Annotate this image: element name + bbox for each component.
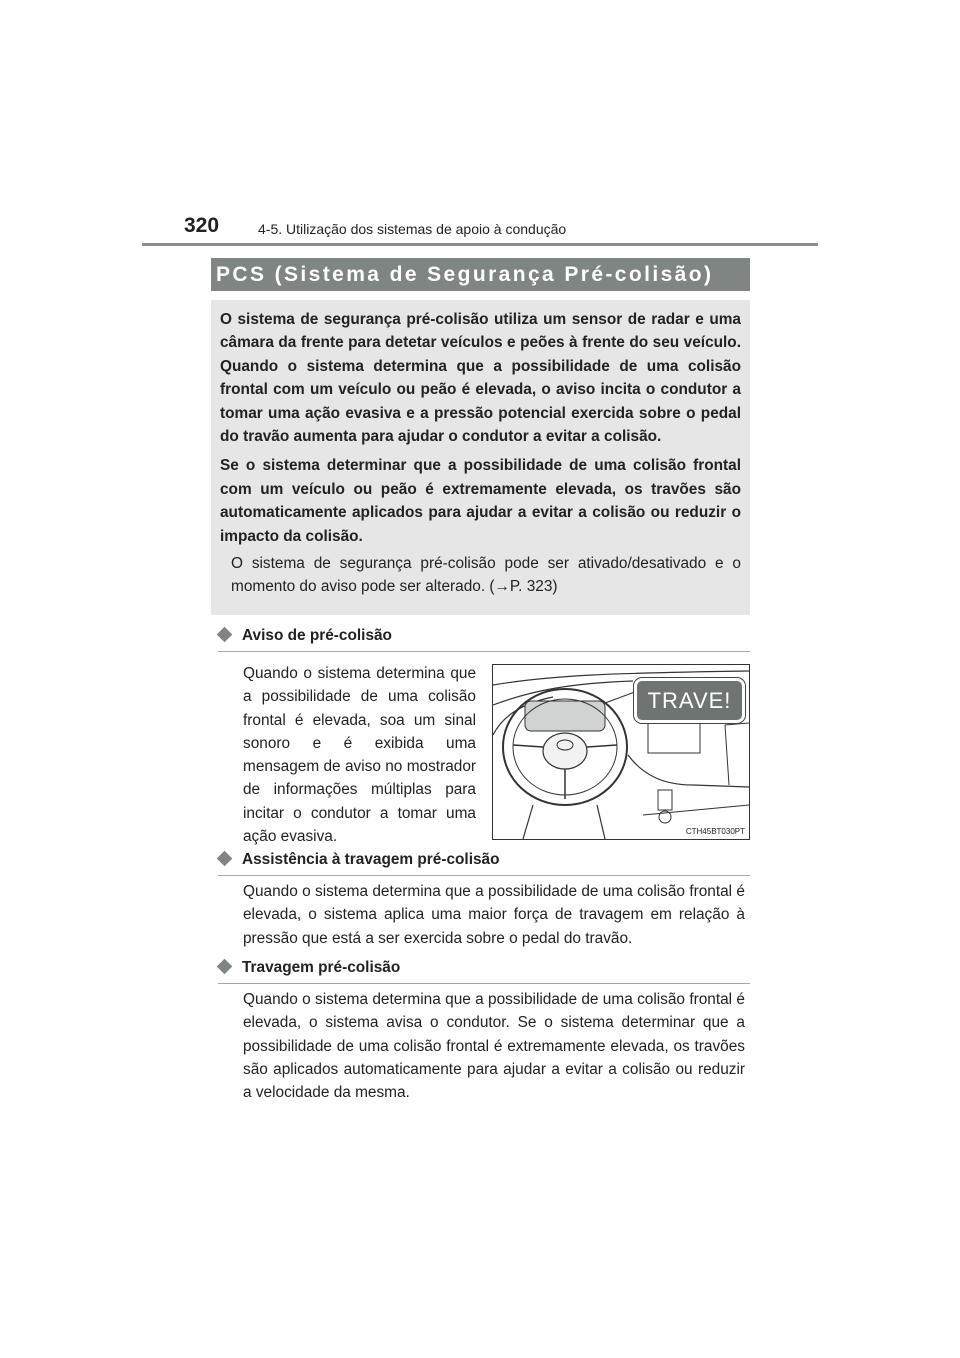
- breadcrumb: 4-5. Utilização dos sistemas de apoio à condução: [258, 221, 567, 237]
- section-heading-aviso: [218, 627, 750, 652]
- section-heading-assistencia: [218, 851, 750, 876]
- page-title: PCS (Sistema de Segurança Pré-colisão): [211, 258, 750, 291]
- section-heading-travagem: [218, 959, 750, 984]
- intro-paragraph-1: O sistema de segurança pré-colisão utiliza um sensor de radar e uma câmara da frente para detetar veículos e peões à frente do seu veículo. Quando o sistema determina que a possibilidade de uma colisão frontal com um veículo ou peão é elevada, o aviso incita o condutor a tomar uma ação evasiva e a pressão potencial exercida sobre o pedal do travão aumenta para ajudar o condutor a evitar a colisão.: [220, 311, 741, 446]
- warning-callout: TRAVE!: [634, 678, 745, 723]
- dashboard-illustration: [492, 664, 750, 840]
- page-number: 320: [184, 214, 220, 237]
- section-text-assistencia: Quando o sistema determina que a possibilidade de uma colisão frontal é elevada, o sistema aplica uma maior força de travagem em relação à pressão que está a ser exercida sobre o pedal do travão.: [243, 883, 745, 947]
- intro-paragraph-2: Se o sistema determinar que a possibilidade de uma colisão frontal com um veículo ou peão é extremamente elevada, os travões são automaticamente aplicados para ajudar a evitar a colisão ou reduzir o impacto da colisão.: [220, 457, 741, 545]
- section-heading-label: Assistência à travagem pré-colisão: [242, 851, 500, 868]
- section-text-aviso: Quando o sistema determina que a possibilidade de uma colisão frontal é elevada, soa um sinal sonoro e é exibida uma mensagem de aviso no mostrador de informações múltiplas para incitar o condutor a tomar uma ação evasiva.: [243, 665, 476, 846]
- section-heading-label: Travagem pré-colisão: [242, 959, 401, 976]
- intro-note: O sistema de segurança pré-colisão pode ser ativado/desativado e o momento do aviso pode ser alterado. (→P. 323): [231, 555, 741, 596]
- header-divider: [142, 243, 818, 246]
- section-heading-label: Aviso de pré-colisão: [242, 627, 392, 644]
- diamond-bullet-icon: [217, 851, 233, 867]
- figure-caption: CTH45BT030PT: [685, 827, 745, 836]
- intro-box: [211, 300, 750, 615]
- section-text-travagem: Quando o sistema determina que a possibilidade de uma colisão frontal é elevada, o sistema avisa o condutor. Se o sistema determinar que a possibilidade de uma colisão frontal é extremamente elevada, os travões são aplicados automaticamente para ajudar a evitar a colisão ou reduzir a velocidade da mesma.: [243, 991, 745, 1102]
- diamond-bullet-icon: [217, 627, 233, 643]
- diamond-bullet-icon: [217, 959, 233, 975]
